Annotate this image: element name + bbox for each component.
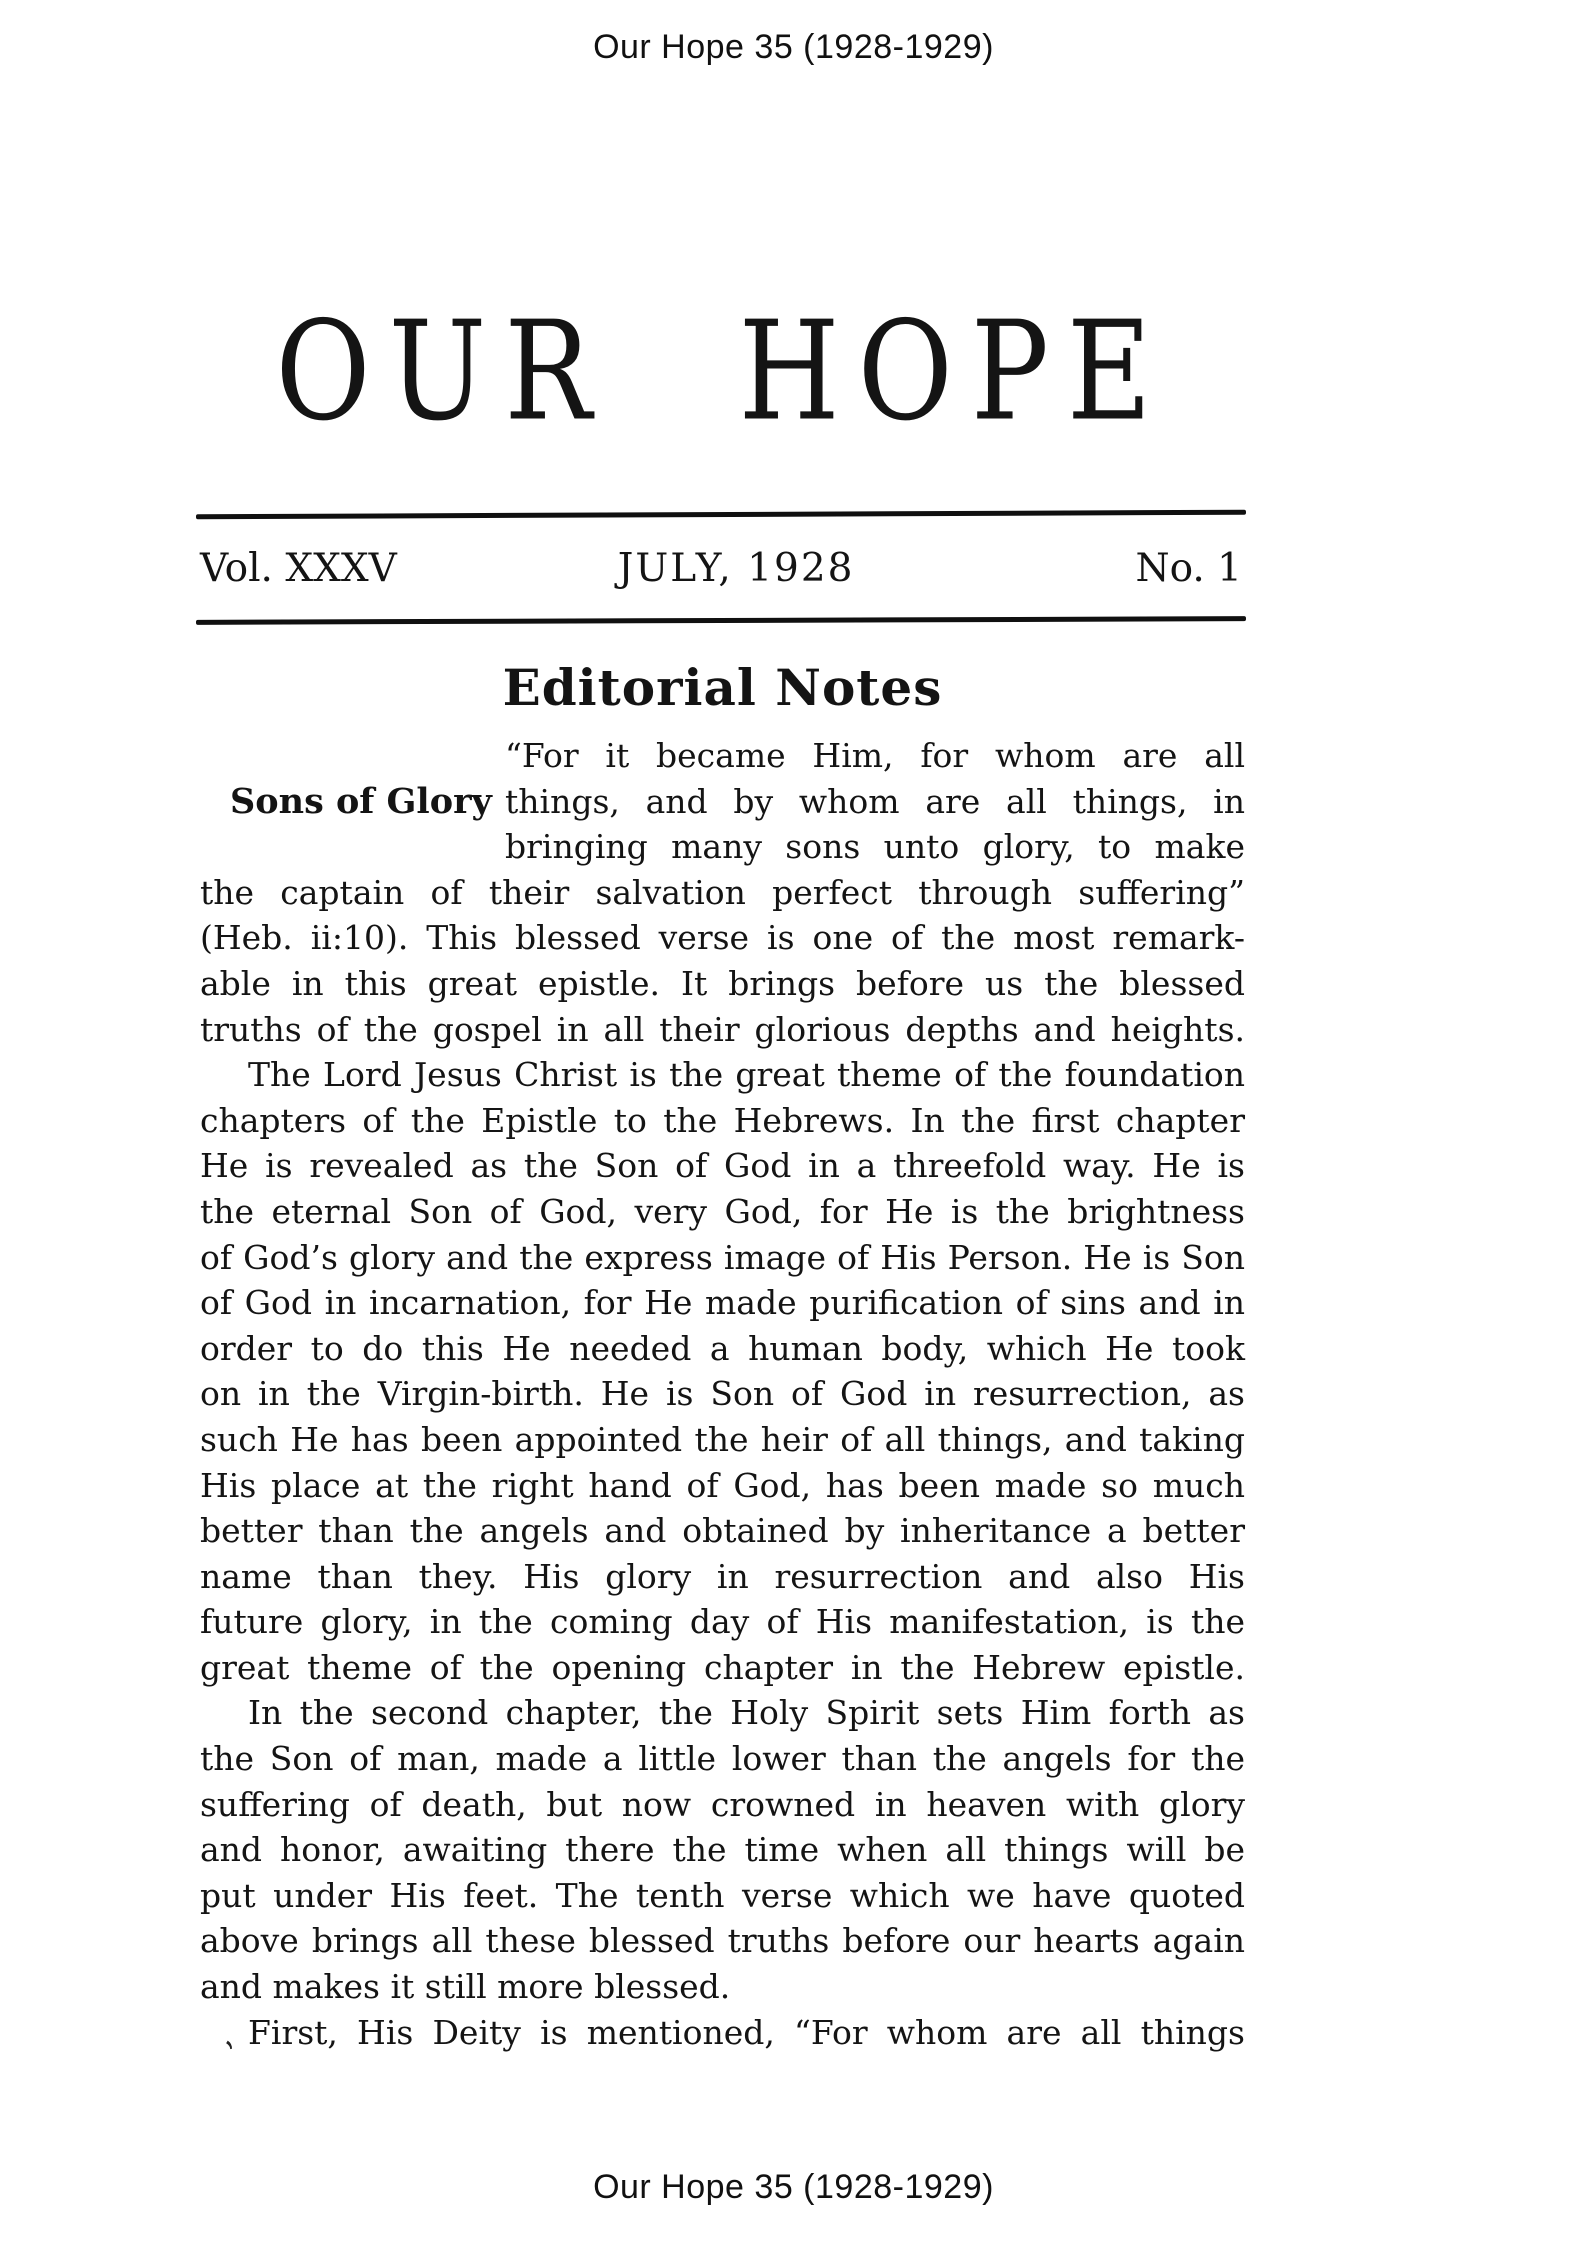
text-line: the captain of their salvation perfect through suffering” [200,872,1245,912]
top-horizontal-rule [196,510,1246,520]
text-line: First, His Deity is mentioned, “For whom are all things [248,2012,1245,2052]
article-body [200,733,1245,2055]
paragraph [200,1052,1245,1690]
text-line: order to do this He needed a human body, which He took [200,1328,1245,1368]
text-line: put under His feet. The tenth verse which we have quoted [200,1875,1245,1915]
text-line: chapters of the Epistle to the Hebrews. In the first chapter [200,1100,1245,1140]
text-line: bringing many sons unto glory, to make [505,827,1245,867]
scan-header-label: Our Hope 35 (1928-1929) [593,28,994,66]
text-line: of God’s glory and the express image of His Person. He is Son [200,1237,1245,1277]
text-line: and makes it still more blessed. [200,1967,731,2007]
quote-indented-lines [505,733,1245,870]
text-line: His place at the right hand of God, has been made so much [200,1465,1245,1505]
text-line: future glory, in the coming day of His manifestation, is the [200,1602,1245,1642]
bottom-horizontal-rule [196,616,1246,625]
text-line: of God in incarnation, for He made purification of sins and in [200,1283,1245,1323]
text-line: better than the angels and obtained by inheritance a better [200,1511,1245,1551]
text-line: name than they. His glory in resurrection and also His [200,1556,1245,1596]
body-paragraphs [200,1052,1245,2055]
text-line: able in this great epistle. It brings before us the blessed [200,963,1245,1003]
text-line: “For it became Him, for whom are all [505,736,1245,775]
text-line: great theme of the opening chapter in the Hebrew epistle. [200,1647,1245,1687]
paragraph [200,2010,1245,2056]
text-line: He is revealed as the Son of God in a threefold way. He is [200,1146,1245,1186]
journal-title: OUR HOPE [275,292,1170,452]
text-line: In the second chapter, the Holy Spirit sets Him forth as [248,1693,1245,1733]
sidehead-label: Sons of Glory [230,780,492,822]
text-line: (Heb. ii:10). This blessed verse is one of the most remark- [200,918,1245,958]
text-line: suffering of death, but now crowned in heaven with glory [200,1784,1245,1824]
text-line: and honor, awaiting there the time when all things will be [200,1830,1245,1870]
quote-full-lines [200,870,1245,1052]
issue-date-label: JULY, 1928 [617,546,855,591]
text-line: above brings all these blessed truths before our hearts again [200,1921,1245,1961]
paragraph [200,1690,1245,2009]
text-line: the eternal Son of God, very God, for He is the brightness [200,1191,1245,1231]
text-line: truths of the gospel in all their glorious depths and heights. [200,1009,1245,1049]
article-heading: Editorial Notes [502,658,943,717]
text-line: on in the Virgin-birth. He is Son of God in resurrection, as [200,1374,1245,1414]
text-line: the Son of man, made a little lower than the angels for the [200,1739,1245,1779]
issue-number-label: No. 1 [1135,546,1242,591]
volume-label: Vol. XXXV [200,546,397,591]
opening-paragraph [200,733,1245,1052]
text-line: such He has been appointed the heir of all things, and taking [200,1419,1245,1459]
text-line: The Lord Jesus Christ is the great theme of the foundation [248,1055,1245,1095]
stray-ink-mark: , [201,2023,240,2053]
issue-info-row [200,546,1242,593]
text-line: things, and by whom are all things, in [505,781,1245,821]
scan-footer-label: Our Hope 35 (1928-1929) [593,2168,994,2206]
